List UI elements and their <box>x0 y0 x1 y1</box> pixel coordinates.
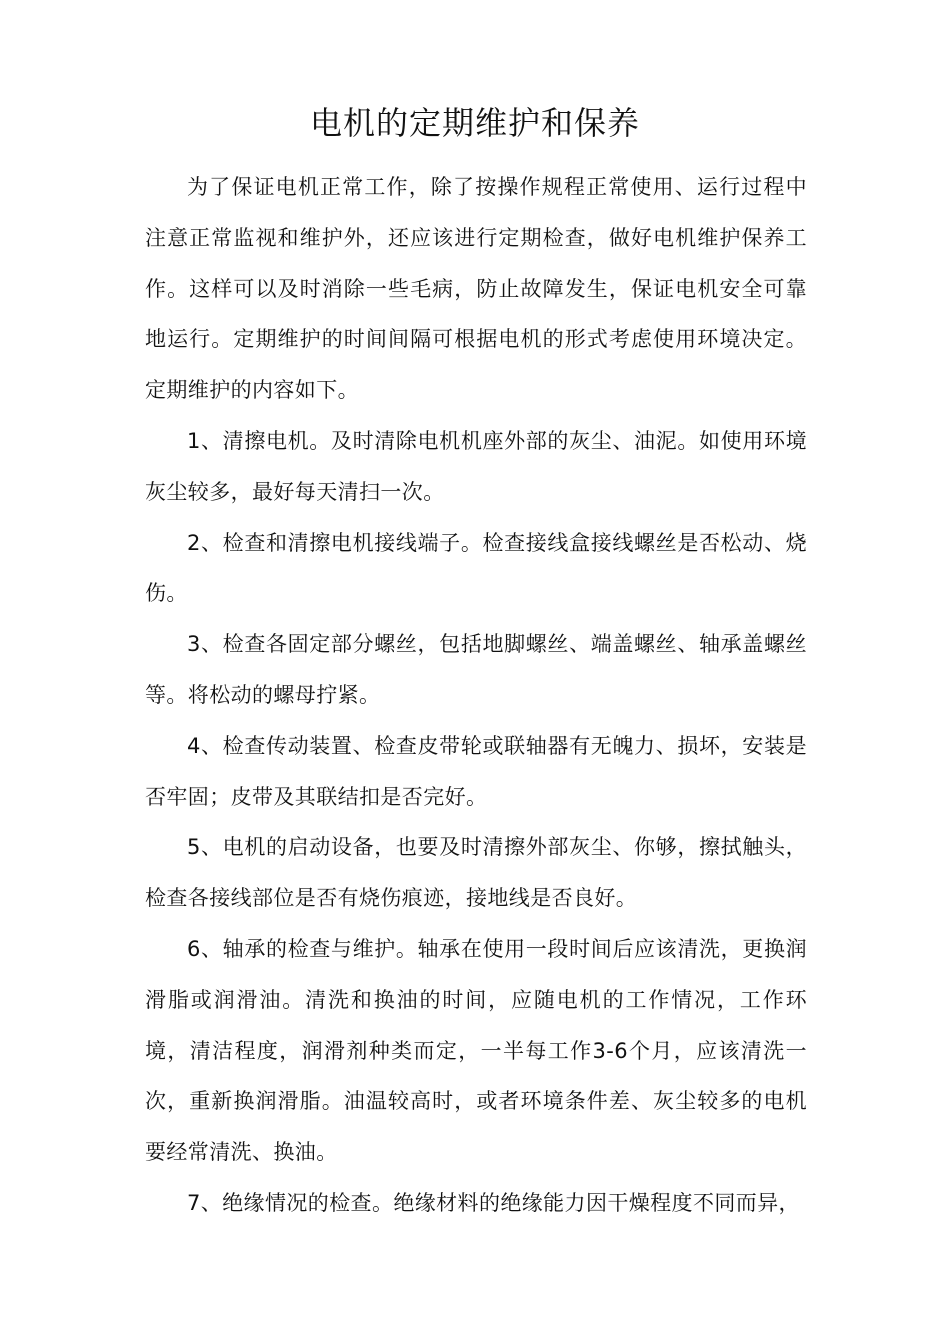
intro-paragraph: 为了保证电机正常工作，除了按操作规程正常使用、运行过程中注意正常监视和维护外，还应该进行定期检查，做好电机维护保养工作。这样可以及时消除一些毛病，防止故障发生，保证电机安全可靠地运行。定期维护的时间间隔可根据电机的形式考虑使用环境决定。定期维护的内容如下。 <box>145 175 807 403</box>
item-3-paragraph: 3、检查各固定部分螺丝，包括地脚螺丝、端盖螺丝、轴承盖螺丝等。将松动的螺母拧紧。 <box>145 632 807 707</box>
document-title: 电机的定期维护和保养 <box>309 104 640 142</box>
item-6-paragraph: 6、轴承的检查与维护。轴承在使用一段时间后应该清洗，更换润滑脂或润滑油。清洗和换油的时间，应随电机的工作情况，工作环境，清洁程度，润滑剂种类而定，一半每工作3-6个月，应该清洗一次，重新换润滑脂。油温较高时，或者环境条件差、灰尘较多的电机要经常清洗、换油。 <box>145 936 807 1165</box>
item-4-paragraph: 4、检查传动装置、检查皮带轮或联轴器有无魄力、损坏，安装是否牢固；皮带及其联结扣是否完好。 <box>145 733 807 809</box>
item-5-paragraph: 5、电机的启动设备，也要及时清擦外部灰尘、你够，擦拭触头，检查各接线部位是否有烧伤痕迹，接地线是否良好。 <box>145 835 807 911</box>
document-body <box>145 162 807 1229</box>
item-7-paragraph: 7、绝缘情况的检查。绝缘材料的绝缘能力因干燥程度不同而异， <box>187 1190 800 1215</box>
item-1-paragraph: 1、清擦电机。及时清除电机机座外部的灰尘、油泥。如使用环境灰尘较多，最好每天清扫一次。 <box>145 428 807 504</box>
item-2-paragraph: 2、检查和清擦电机接线端子。检查接线盒接线螺丝是否松动、烧伤。 <box>145 530 807 606</box>
